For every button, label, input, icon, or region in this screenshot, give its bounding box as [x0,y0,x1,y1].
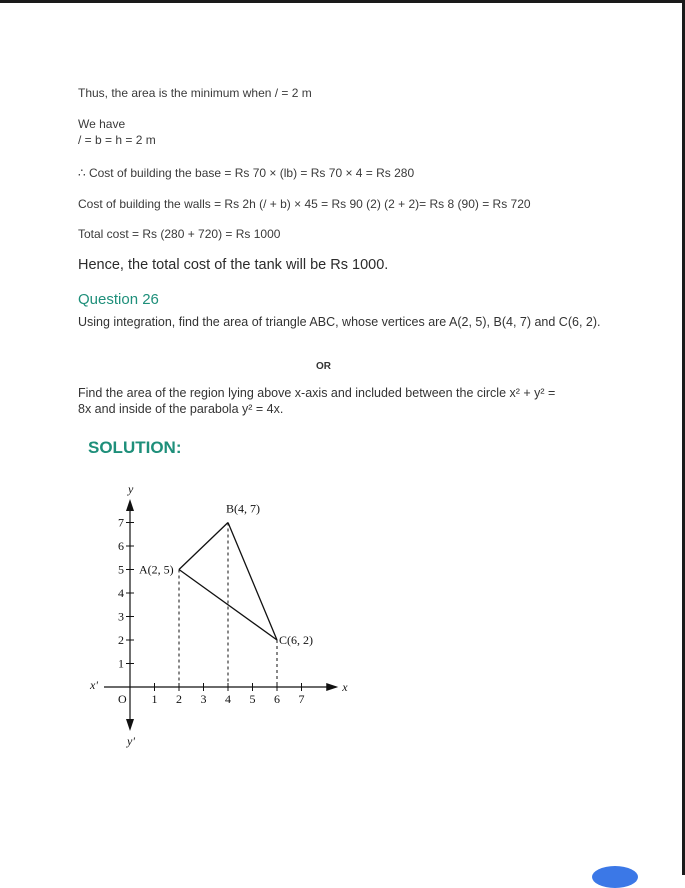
y-neg-axis-label: y' [127,734,135,748]
triangle-edge-AB [179,523,228,570]
x-tick-label: 3 [200,692,207,706]
y-tick-label: 6 [118,539,124,553]
y-axis-down-arrow-icon [126,719,134,731]
x-neg-axis-label: x' [90,678,98,692]
text-line-4: ∴ Cost of building the base = Rs 70 × (lb) = Rs 70 × 4 = Rs 280 [78,166,415,180]
x-axis-arrow-icon [326,683,338,691]
y-tick-label: 3 [118,609,124,624]
x-axis-label: x [342,680,348,694]
triangle-graph [80,462,380,752]
alt-question-line-1: Find the area of the region lying above x-axis and included between the circle x² + y² = [78,386,556,400]
x-tick-label: 5 [249,692,256,706]
vertex-label-C: C(6, 2) [279,633,313,647]
question-title: Question 26 [78,291,159,308]
y-tick-label: 1 [118,656,124,671]
x-tick-label: 4 [225,692,231,706]
solution-label: SOLUTION: [88,438,182,457]
y-tick-label: 2 [118,633,124,647]
frame-top-border [0,0,685,3]
text-line-2: We have [78,117,126,131]
x-tick-label: 7 [298,692,305,706]
x-tick-label: 2 [176,692,182,706]
x-tick-label: 1 [151,692,158,706]
vertex-label-B: B(4, 7) [226,501,260,516]
or-label: OR [316,361,331,372]
text-line-6: Total cost = Rs (280 + 720) = Rs 1000 [78,227,281,241]
vertex-label-A: A(2, 5) [139,562,174,577]
alt-question-line-2: 8x and inside of the parabola y² = 4x. [78,402,284,416]
floating-action-button[interactable] [592,866,638,888]
text-line-5: Cost of building the walls = Rs 2h (/ + b) × 45 = Rs 90 (2) (2 + 2)= Rs 8 (90) = Rs 720 [78,197,531,211]
y-axis-label: y [128,482,134,496]
text-line-1: Thus, the area is the minimum when / = 2 m [78,86,312,100]
y-tick-label: 7 [118,515,124,530]
y-axis-arrow-icon [126,499,134,511]
conclusion-line: Hence, the total cost of the tank will be Rs 1000. [78,257,389,273]
y-tick-label: 5 [118,562,124,577]
y-tick-label: 4 [118,586,124,600]
origin-label: O [118,692,127,706]
text-line-3: / = b = h = 2 m [78,133,156,147]
x-tick-label: 6 [274,692,280,706]
question-text: Using integration, find the area of triangle ABC, whose vertices are A(2, 5), B(4, 7) and C(6, 2). [78,315,601,329]
